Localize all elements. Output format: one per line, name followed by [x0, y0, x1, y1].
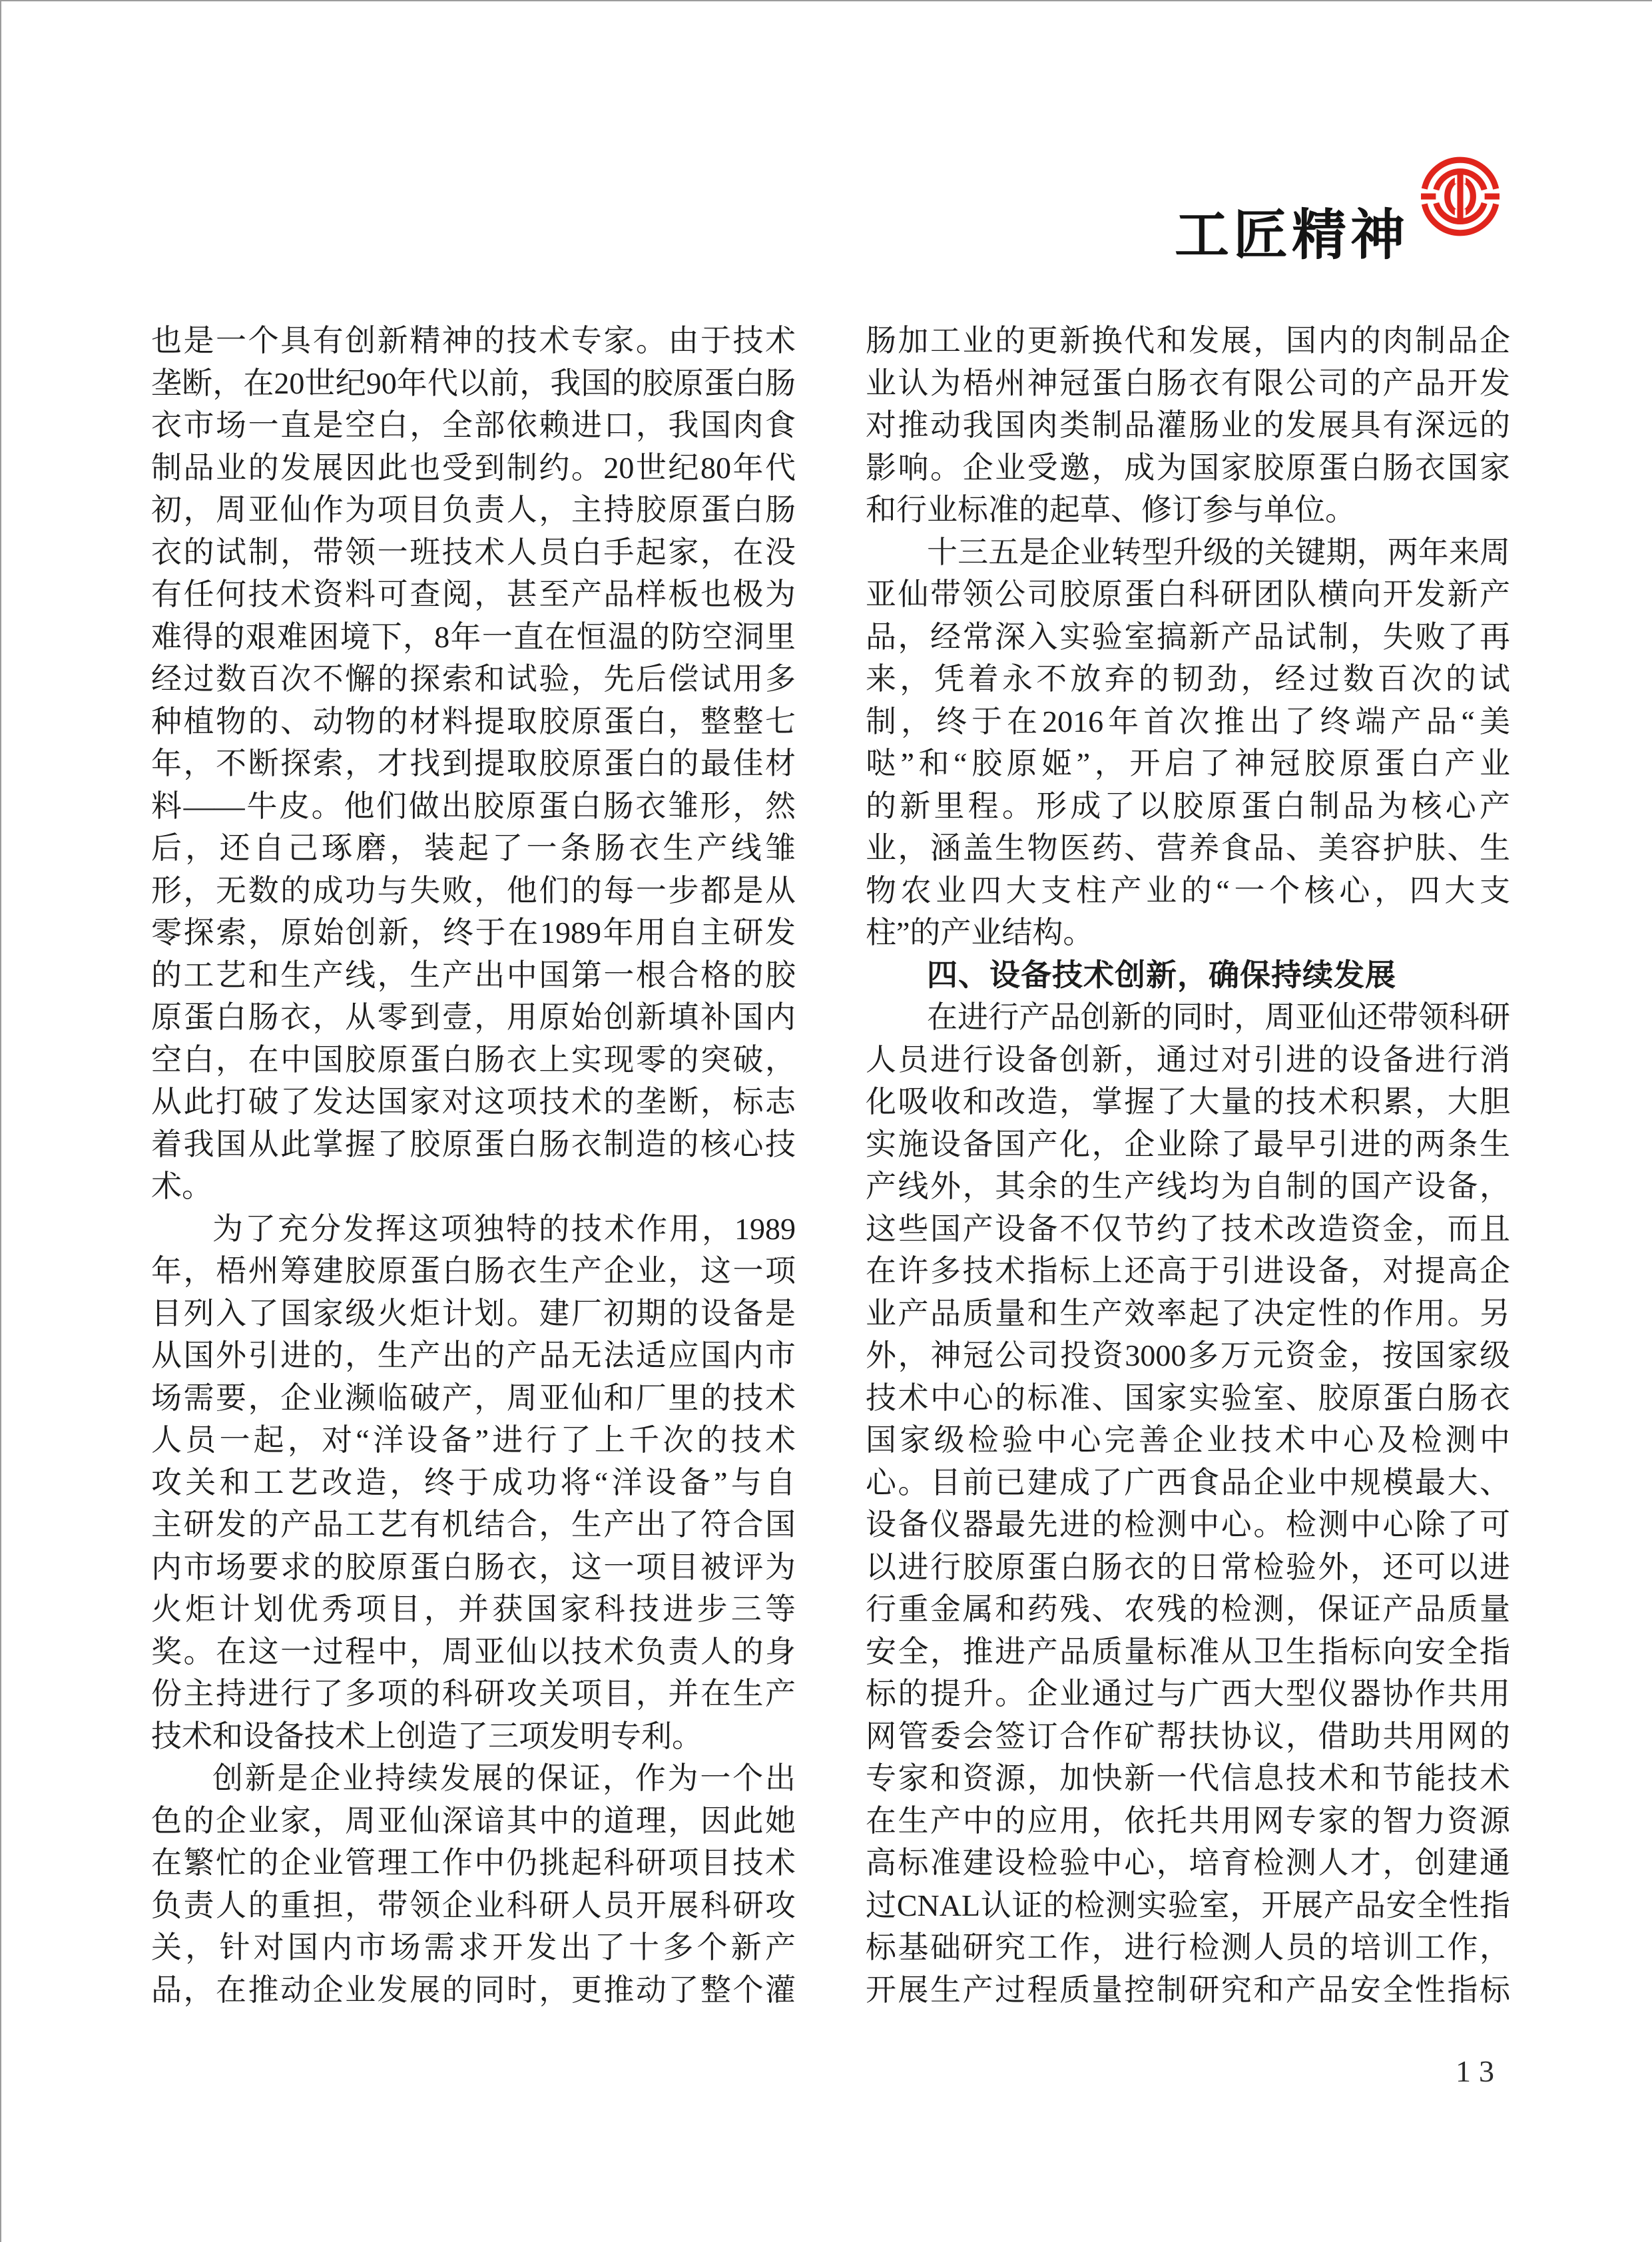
- text-line: 从国外引进的，生产出的产品无法适应国内市: [151, 1338, 796, 1372]
- text-line: 奖。在这一过程中，周亚仙以技术负责人的身: [151, 1634, 796, 1669]
- text-line: 衣市场一直是空白，全部依赖进口，我国肉食: [151, 408, 796, 442]
- text-line: 在进行产品创新的同时，周亚仙还带领科研: [927, 1000, 1510, 1034]
- text-line: 着我国从此掌握了胶原蛋白肠衣制造的核心技: [151, 1127, 796, 1161]
- text-line: 标基础研究工作，进行检测人员的培训工作，: [866, 1930, 1510, 1964]
- text-line: 专家和资源，加快新一代信息技术和节能技术: [866, 1761, 1510, 1795]
- text-line: 业产品质量和生产效率起了决定性的作用。另: [866, 1296, 1510, 1330]
- text-line: 产线外，其余的生产线均为自制的国产设备，: [866, 1169, 1510, 1203]
- text-line: 制，终于在2016年首次推出了终端产品“美: [866, 704, 1510, 738]
- text-line: 安全，推进产品质量标准从卫生指标向安全指: [866, 1634, 1510, 1669]
- text-line: 为了充分发挥这项独特的技术作用，1989: [212, 1211, 796, 1246]
- text-line: 有任何技术资料可查阅，甚至产品样板也极为: [151, 577, 796, 611]
- text-line: 和行业标准的起草、修订参与单位。: [866, 493, 1356, 527]
- text-column-left: [151, 320, 796, 2011]
- text-line: 业认为梧州神冠蛋白肠衣有限公司的产品开发: [866, 366, 1510, 400]
- text-line: 的新里程。形成了以胶原蛋白制品为核心产: [866, 788, 1510, 823]
- text-line: 标的提升。企业通过与广西大型仪器协作共用: [866, 1677, 1510, 1711]
- text-line: 哒”和“胶原姬”，开启了神冠胶原蛋白产业: [866, 746, 1510, 780]
- text-line: 品，在推动企业发展的同时，更推动了整个灌: [151, 1972, 796, 2007]
- text-line: 制品业的发展因此也受到制约。20世纪80年代: [151, 450, 796, 485]
- text-line: 料——牛皮。他们做出胶原蛋白肠衣雏形，然: [151, 788, 796, 823]
- text-line: 主研发的产品工艺有机结合，生产出了符合国: [151, 1508, 796, 1541]
- text-line: 年，梧州筹建胶原蛋白肠衣生产企业，这一项: [151, 1254, 796, 1288]
- text-line: 衣的试制，带领一班技术人员白手起家，在没: [151, 535, 796, 569]
- text-line: 业，涵盖生物医药、营养食品、美容护肤、生: [866, 831, 1510, 865]
- text-line: 肠加工业的更新换代和发展，国内的肉制品企: [866, 324, 1510, 358]
- text-line: 来，凭着永不放弃的韧劲，经过数百次的试: [866, 662, 1510, 696]
- text-line: 形，无数的成功与失败，他们的每一步都是从: [151, 873, 796, 908]
- text-line: 场需要，企业濒临破产，周亚仙和厂里的技术: [151, 1380, 796, 1415]
- text-line: 种植物的、动物的材料提取胶原蛋白，整整七: [151, 704, 796, 738]
- page-number: 13: [1456, 2054, 1502, 2088]
- text-line: 关，针对国内市场需求开发出了十多个新产: [151, 1930, 796, 1964]
- text-line: 这些国产设备不仅节约了技术改造资金，而且: [866, 1211, 1510, 1246]
- text-line: 经过数百次不懈的探索和试验，先后偿试用多: [151, 662, 796, 696]
- text-line: 对推动我国肉类制品灌肠业的发展具有深远的: [866, 408, 1510, 442]
- text-line: 品，经常深入实验室搞新产品试制，失败了再: [866, 619, 1510, 654]
- text-line: 在生产中的应用，依托共用网专家的智力资源: [866, 1803, 1510, 1838]
- text-line: 柱”的产业结构。: [866, 916, 1094, 950]
- text-line: 高标准建设检验中心，培育检测人才，创建通: [866, 1846, 1510, 1880]
- text-line: 人员一起，对“洋设备”进行了上千次的技术: [151, 1423, 796, 1457]
- text-line: 网管委会签订合作矿帮扶协议，借助共用网的: [866, 1719, 1510, 1753]
- text-line: 行重金属和药残、农残的检测，保证产品质量: [866, 1592, 1510, 1626]
- text-line: 创新是企业持续发展的保证，作为一个出: [212, 1761, 796, 1795]
- text-line: 初，周亚仙作为项目负责人，主持胶原蛋白肠: [151, 493, 796, 527]
- text-line: 难得的艰难困境下，8年一直在恒温的防空洞里: [151, 619, 796, 654]
- text-line: 空白，在中国胶原蛋白肠衣上实现零的突破，: [151, 1042, 796, 1077]
- text-line: 心。目前已建成了广西食品企业中规模最大、: [866, 1465, 1510, 1500]
- text-line: 目列入了国家级火炬计划。建厂初期的设备是: [151, 1296, 796, 1330]
- text-line: 影响。企业受邀，成为国家胶原蛋白肠衣国家: [866, 450, 1510, 485]
- trade-union-emblem-icon: [1420, 156, 1501, 237]
- text-line: 外，神冠公司投资3000多万元资金，按国家级: [866, 1338, 1510, 1372]
- text-line: 亚仙带领公司胶原蛋白科研团队横向开发新产: [866, 577, 1510, 611]
- text-line: 过CNAL认证的检测实验室，开展产品安全性指: [866, 1888, 1510, 1922]
- text-line: 在许多技术指标上还高于引进设备，对提高企: [866, 1254, 1510, 1288]
- text-line: 实施设备国产化，企业除了最早引进的两条生: [866, 1127, 1510, 1161]
- text-line: 化吸收和改造，掌握了大量的技术积累，大胆: [866, 1085, 1510, 1119]
- article-body: [151, 320, 1510, 2011]
- text-line: 国家级检验中心完善企业技术中心及检测中: [866, 1423, 1510, 1457]
- text-line: 的工艺和生产线，生产出中国第一根合格的胶: [151, 958, 796, 992]
- text-line: 火炬计划优秀项目，并获国家科技进步三等: [151, 1592, 796, 1626]
- text-line: 设备仪器最先进的检测中心。检测中心除了可: [866, 1508, 1510, 1541]
- text-line: 攻关和工艺改造，终于成功将“洋设备”与自: [151, 1465, 796, 1500]
- text-column-right: [866, 320, 1510, 2011]
- text-line: 人员进行设备创新，通过对引进的设备进行消: [866, 1042, 1510, 1077]
- text-line: 后，还自己琢磨，装起了一条肠衣生产线雏: [151, 831, 796, 865]
- text-line: 份主持进行了多项的科研攻关项目，并在生产: [151, 1677, 796, 1711]
- text-line: 物农业四大支柱产业的“一个核心，四大支: [866, 873, 1510, 908]
- text-line: 开展生产过程质量控制研究和产品安全性指标: [866, 1972, 1510, 2007]
- text-line: 以进行胶原蛋白肠衣的日常检验外，还可以进: [866, 1549, 1510, 1584]
- text-line: 十三五是企业转型升级的关键期，两年来周: [927, 535, 1510, 569]
- text-line: 零探索，原始创新，终于在1989年用自主研发: [151, 916, 796, 950]
- text-line: 术。: [151, 1169, 212, 1203]
- text-line: 色的企业家，周亚仙深谙其中的道理，因此她: [151, 1803, 796, 1838]
- text-line: 垄断，在20世纪90年代以前，我国的胶原蛋白肠: [151, 366, 796, 400]
- text-line: 在繁忙的企业管理工作中仍挑起科研项目技术: [151, 1846, 796, 1880]
- section-heading: 四、设备技术创新，确保持续发展: [927, 957, 1396, 992]
- text-line: 技术和设备技术上创造了三项发明专利。: [151, 1719, 702, 1753]
- text-line: 原蛋白肠衣，从零到壹，用原始创新填补国内: [151, 1000, 796, 1034]
- text-line: 负责人的重担，带领企业科研人员开展科研攻: [151, 1888, 796, 1922]
- text-line: 年，不断探索，才找到提取胶原蛋白的最佳材: [151, 746, 796, 780]
- text-line: 从此打破了发达国家对这项技术的垄断，标志: [151, 1085, 796, 1119]
- text-line: 也是一个具有创新精神的技术专家。由于技术: [151, 324, 796, 358]
- page-header-title: 工匠精神: [1175, 205, 1410, 266]
- text-line: 内市场要求的胶原蛋白肠衣，这一项目被评为: [151, 1549, 796, 1584]
- text-line: 技术中心的标准、国家实验室、胶原蛋白肠衣: [866, 1380, 1510, 1415]
